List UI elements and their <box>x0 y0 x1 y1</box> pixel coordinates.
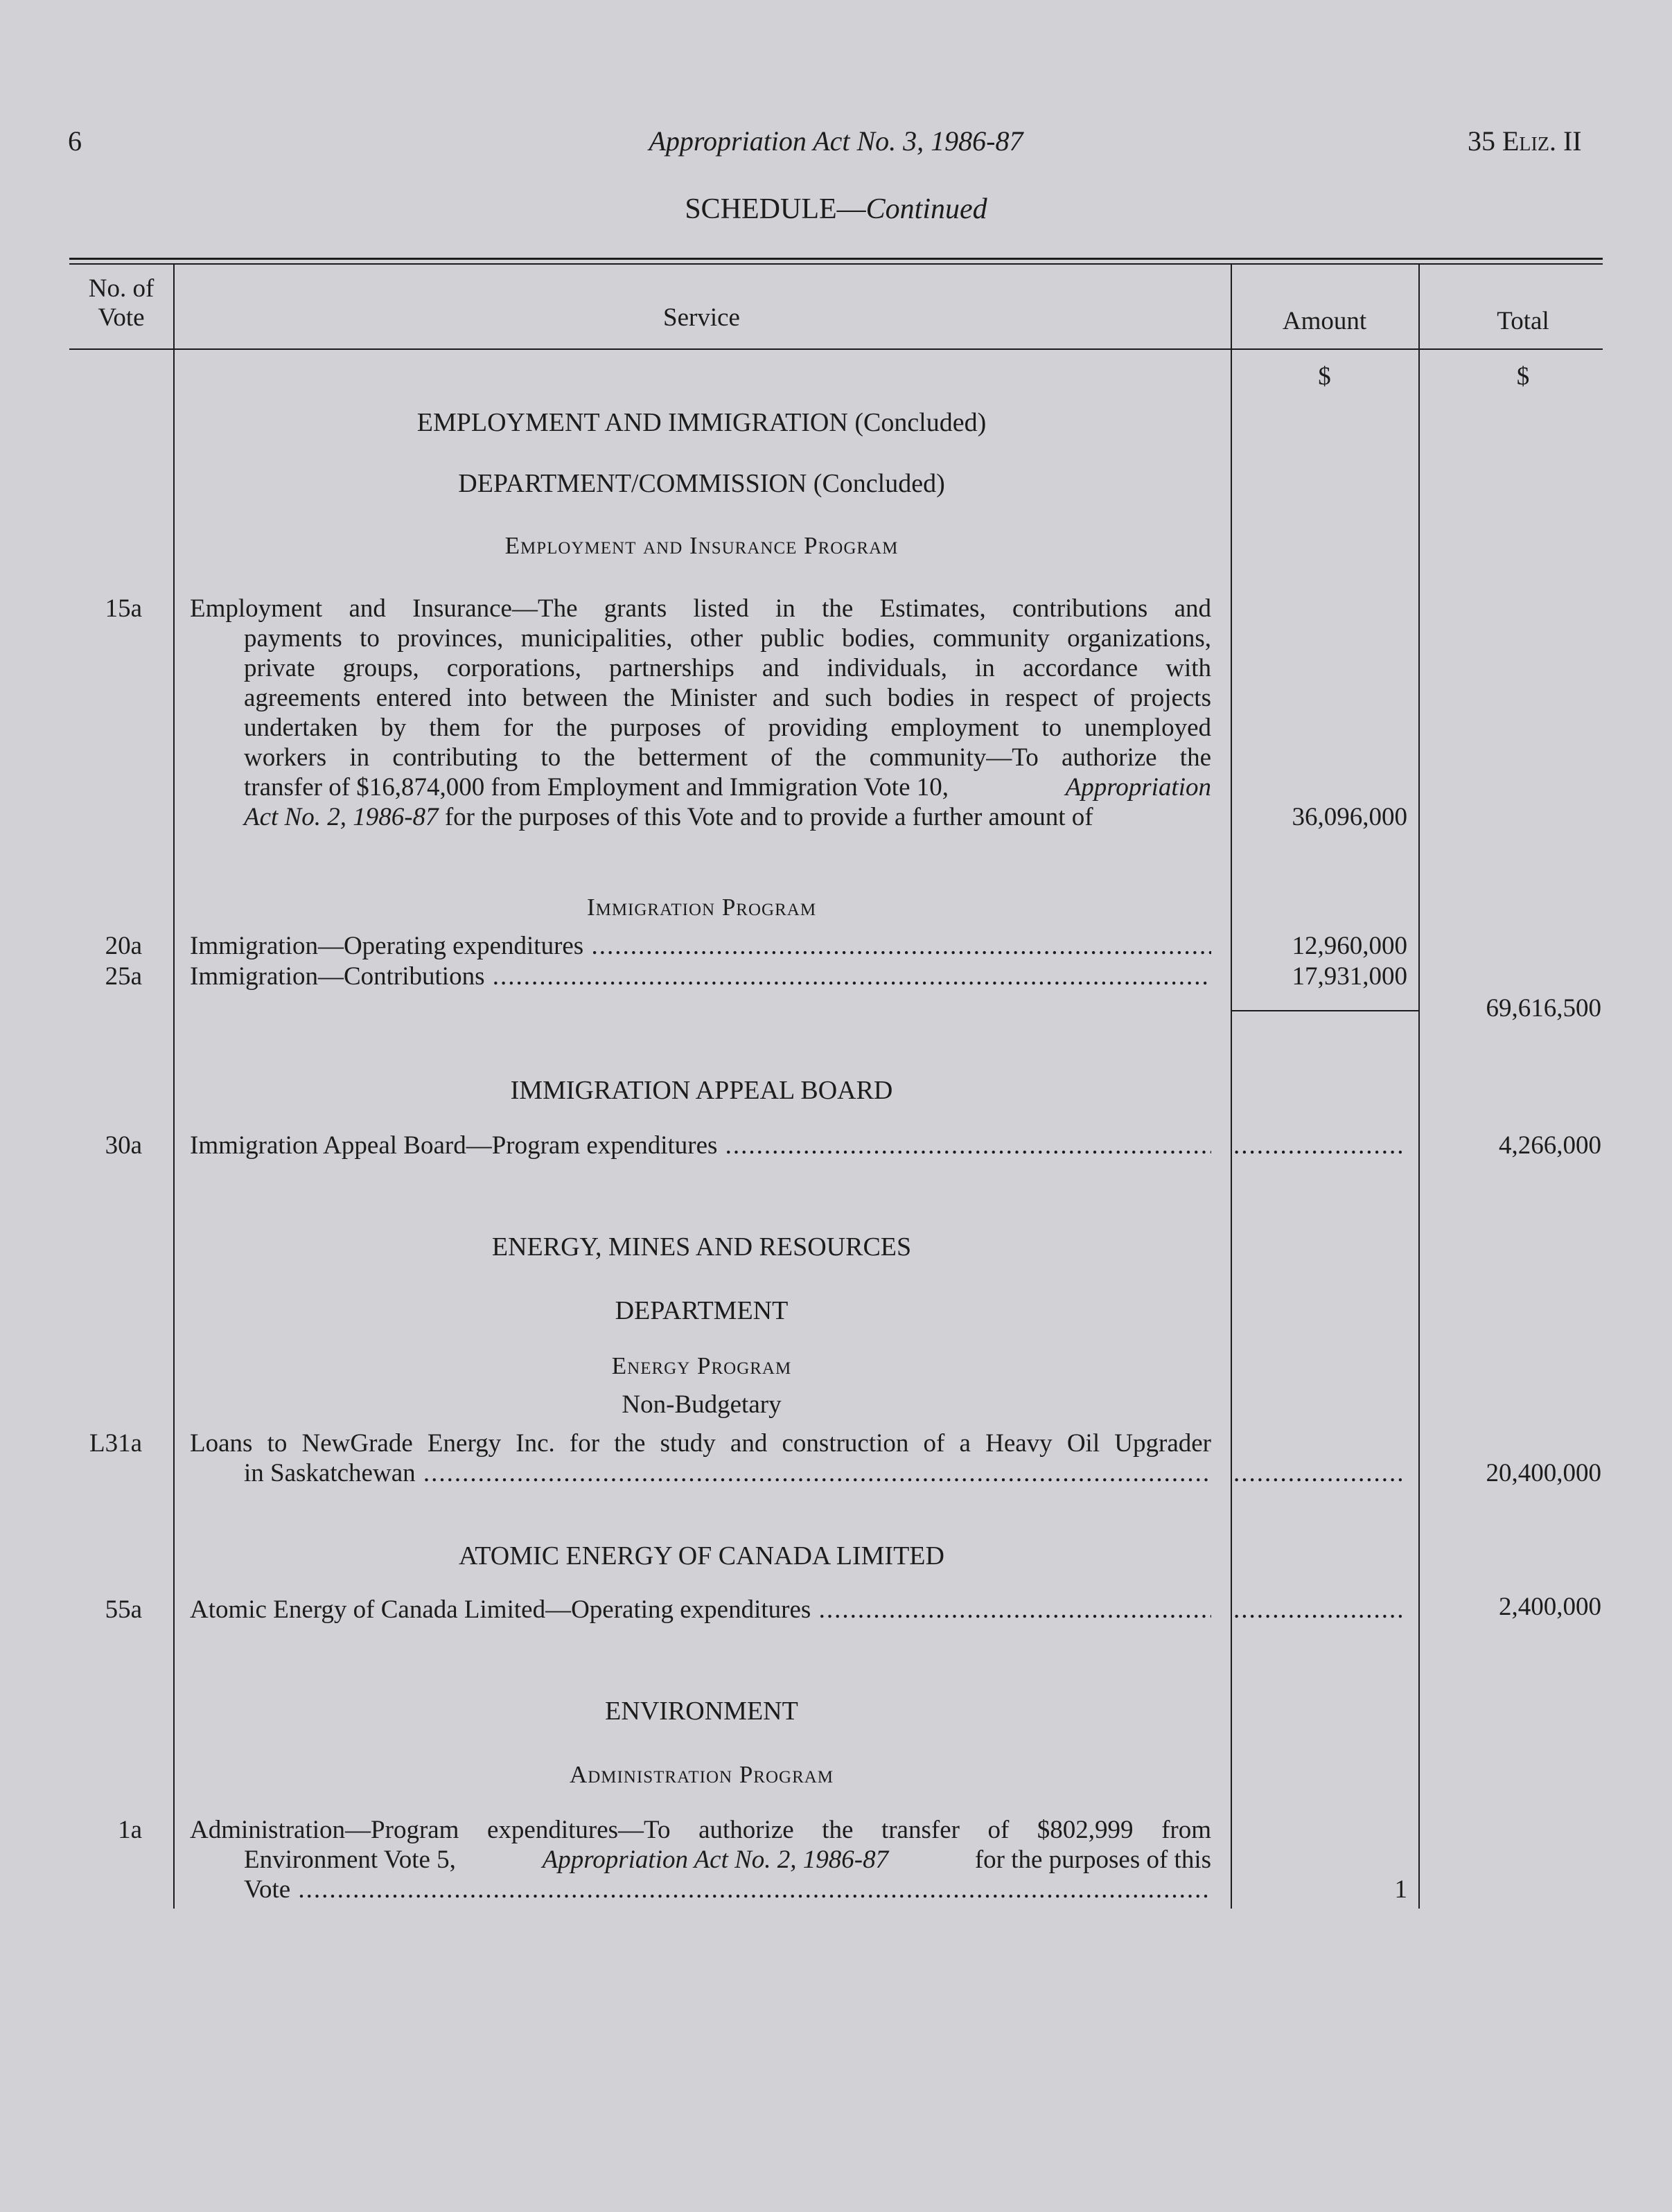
vote-number: 20a <box>105 932 142 960</box>
schedule-title: SCHEDULE—Continued <box>685 193 987 225</box>
section-heading: EMPLOYMENT AND IMMIGRATION (Concluded) <box>416 408 987 437</box>
table-top-rule-2 <box>69 263 1603 265</box>
header-service: Service <box>663 303 740 332</box>
vote-number: 30a <box>105 1131 142 1160</box>
total-value: 69,616,500 <box>1486 994 1601 1023</box>
total-value: 4,266,000 <box>1499 1131 1601 1160</box>
vote-number: 55a <box>105 1595 142 1624</box>
vote-text-line: private groups, corporations, partnerships and individuals, in accordance with <box>244 654 1211 682</box>
page-number: 6 <box>68 125 82 157</box>
vote-text-line: workers in contributing to the betterment of the community—To authorize the <box>244 743 1211 772</box>
header-vote-line1: No. of <box>88 274 155 303</box>
amount-leader-dots <box>1233 1595 1407 1625</box>
subheading-non-budgetary: Non-Budgetary <box>622 1390 782 1419</box>
vote-text-line: payments to provinces, municipalities, other public bodies, community organizations, <box>244 624 1211 653</box>
section-heading: ENVIRONMENT <box>605 1697 798 1726</box>
regnal-year: 35 Eliz. II <box>1468 125 1582 157</box>
program-heading: Employment and Insurance Program <box>504 532 899 559</box>
vote-text-line: Immigration—Operating expenditures ..... <box>190 931 1211 962</box>
vote-text-line: Act No. 2, 1986-87 for the purposes of this Vote and to provide a further amount of <box>244 803 1093 831</box>
column-rule-amount <box>1418 263 1420 1909</box>
vote-text-line: transfer of $16,874,000 from Employment and Immigration Vote 10, Appropriation <box>244 773 1211 802</box>
amount-value: 36,096,000 <box>1292 803 1407 831</box>
act-title: Appropriation Act No. 3, 1986-87 <box>649 125 1023 157</box>
vote-text-line: Atomic Energy of Canada Limited—Operating expenditures ..... <box>190 1595 1211 1625</box>
vote-number: 15a <box>105 594 142 623</box>
amount-unit: $ <box>1318 362 1331 391</box>
subtotal-rule <box>1231 1010 1418 1011</box>
vote-text-line: agreements entered into between the Minister and such bodies in respect of projects <box>244 684 1211 712</box>
vote-number: L31a <box>89 1429 142 1458</box>
section-heading: ATOMIC ENERGY OF CANADA LIMITED <box>459 1541 944 1570</box>
amount-value: 17,931,000 <box>1292 962 1407 991</box>
header-vote-line2: Vote <box>98 303 145 332</box>
vote-text-line: Immigration Appeal Board—Program expenditures ..... <box>190 1131 1211 1161</box>
table-header-rule <box>69 348 1603 350</box>
vote-text-line: Administration—Program expenditures—To authorize the transfer of $802,999 from <box>190 1816 1211 1844</box>
vote-text-line: Employment and Insurance—The grants listed in the Estimates, contributions and <box>190 594 1211 623</box>
section-heading: IMMIGRATION APPEAL BOARD <box>510 1076 893 1105</box>
header-amount: Amount <box>1282 307 1367 335</box>
vote-number: 1a <box>118 1816 142 1844</box>
total-unit: $ <box>1516 362 1530 391</box>
section-subheading: DEPARTMENT/COMMISSION (Concluded) <box>458 469 945 498</box>
total-value: 2,400,000 <box>1499 1593 1601 1621</box>
column-rule-service <box>1231 263 1232 1909</box>
vote-text-line: Loans to NewGrade Energy Inc. for the study and construction of a Heavy Oil Upgrader <box>190 1429 1211 1458</box>
vote-text-line: in Saskatchewan ..... <box>244 1458 1211 1489</box>
vote-text-line: Environment Vote 5, Appropriation Act No. 2, 1986-87 for the purposes of this <box>244 1846 1211 1874</box>
section-subheading: DEPARTMENT <box>615 1296 789 1325</box>
total-value: 20,400,000 <box>1486 1459 1601 1487</box>
section-heading: ENERGY, MINES AND RESOURCES <box>491 1232 912 1262</box>
header-total: Total <box>1497 307 1549 335</box>
amount-value: 1 <box>1394 1875 1407 1904</box>
vote-text-line: Vote ..... <box>244 1875 1211 1905</box>
vote-number: 25a <box>105 962 142 991</box>
table-top-rule <box>69 258 1603 260</box>
vote-text-line: undertaken by them for the purposes of providing employment to unemployed <box>244 714 1211 742</box>
amount-leader-dots <box>1233 1131 1407 1161</box>
program-heading: Administration Program <box>569 1761 834 1788</box>
amount-value: 12,960,000 <box>1292 932 1407 960</box>
vote-text-line: Immigration—Contributions ..... <box>190 962 1211 992</box>
program-heading: Immigration Program <box>586 894 817 921</box>
amount-leader-dots <box>1233 1458 1407 1489</box>
program-heading: Energy Program <box>611 1352 792 1379</box>
